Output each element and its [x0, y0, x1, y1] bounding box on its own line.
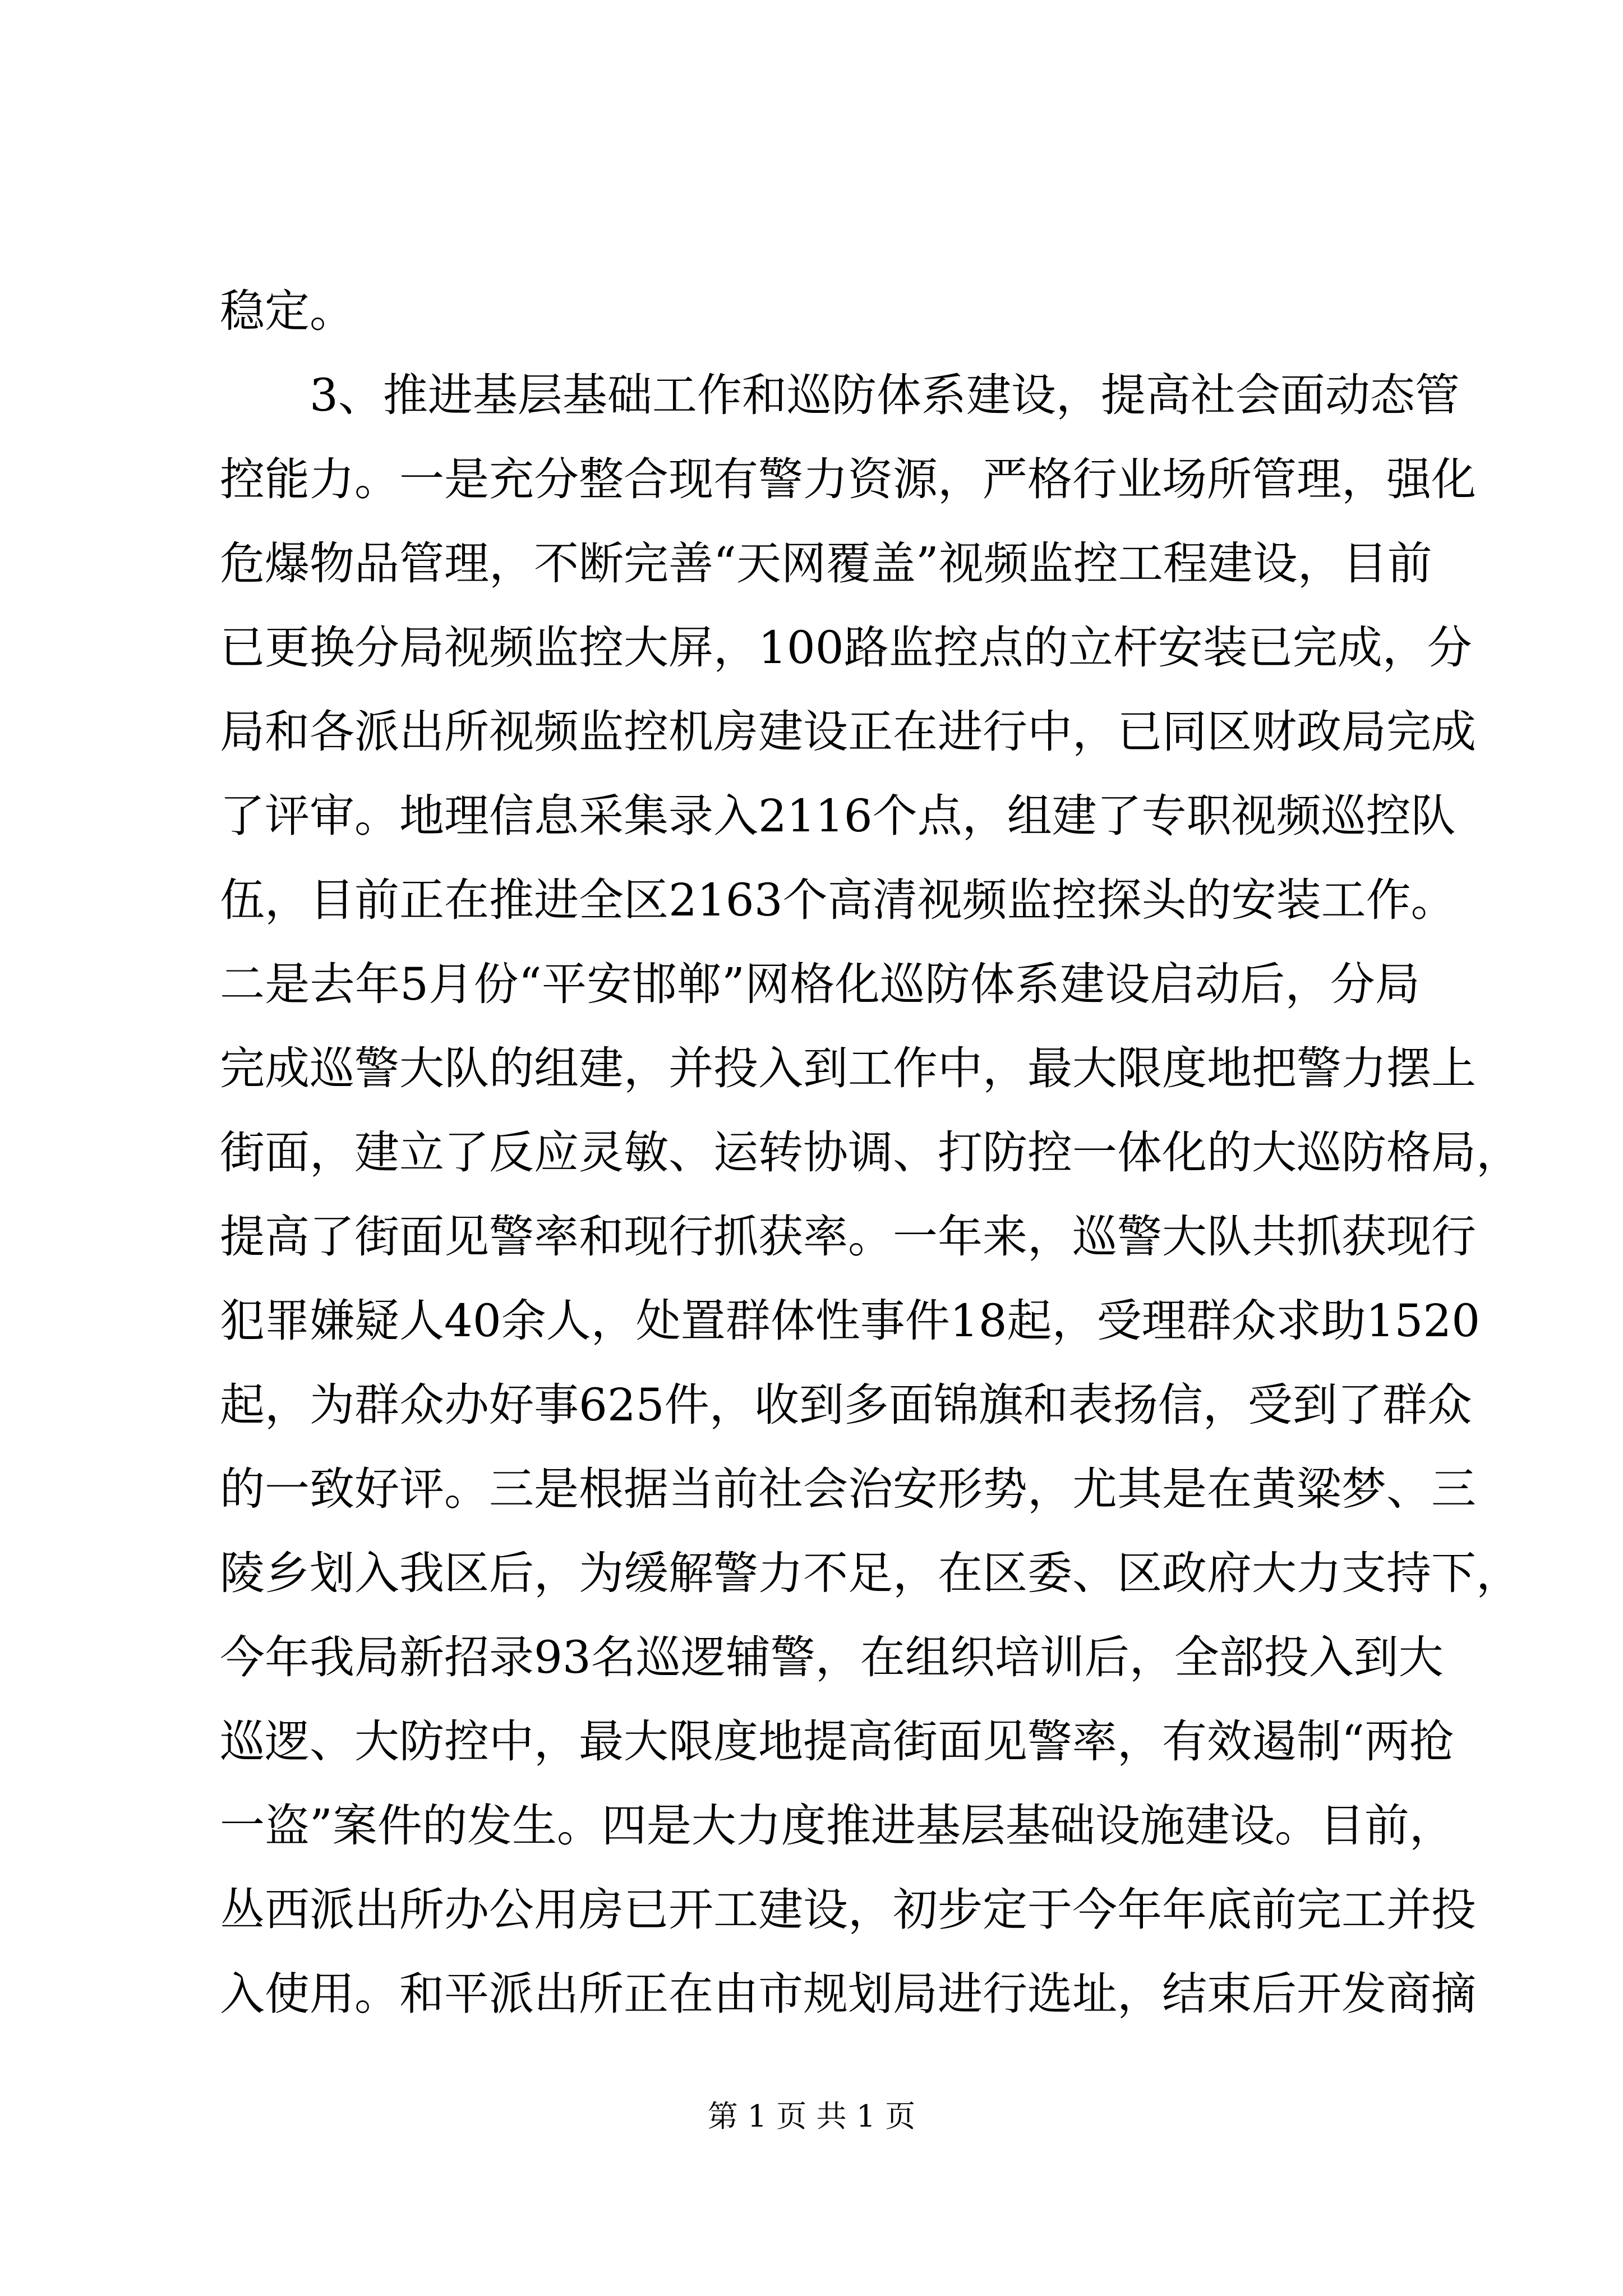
text-line: 街面，建立了反应灵敏、运转协调、打防控一体化的大巡防格局，: [220, 1126, 1521, 1179]
page-number-footer: 第 1 页 共 1 页: [707, 2099, 916, 2134]
text-line: 提高了街面见警率和现行抓获率。一年来，巡警大队共抓获现行: [220, 1211, 1476, 1263]
text-line: 伍，目前正在推进全区2163个高清视频监控探头的安装工作。: [220, 874, 1456, 926]
text-line: 陵乡划入我区后，为缓解警力不足，在区委、区政府大力支持下，: [220, 1547, 1521, 1599]
text-line: 入使用。和平派出所正在由市规划局进行选址，结束后开发商摘: [220, 1968, 1476, 2020]
text-line: 已更换分局视频监控大屏，100路监控点的立杆安装已完成，分: [220, 622, 1472, 674]
text-line: 控能力。一是充分整合现有警力资源，严格行业场所管理，强化: [220, 453, 1476, 505]
text-line: 的一致好评。三是根据当前社会治安形势，尤其是在黄粱梦、三: [220, 1463, 1476, 1515]
text-line: 巡逻、大防控中，最大限度地提高街面见警率，有效遏制“两抢: [220, 1715, 1454, 1768]
text-line: 今年我局新招录93名巡逻辅警，在组织培训后，全部投入到大: [220, 1631, 1444, 1683]
text-line: 二是去年5月份“平安邯郸”网格化巡防体系建设启动后，分局: [220, 958, 1420, 1010]
text-line: 危爆物品管理，不断完善“天网覆盖”视频监控工程建设，目前: [220, 537, 1432, 590]
text-line: 完成巡警大队的组建，并投入到工作中，最大限度地把警力摆上: [220, 1042, 1476, 1094]
text-line: 了评审。地理信息采集录入2116个点，组建了专职视频巡控队: [220, 790, 1456, 842]
text-line: 起，为群众办好事625件，收到多面锦旗和表扬信，受到了群众: [220, 1379, 1472, 1431]
text-line: 一盗”案件的发生。四是大力度推进基层基础设施建设。目前，: [220, 1800, 1454, 1852]
text-line: 犯罪嫌疑人40余人，处置群体性事件18起，受理群众求助1520: [220, 1295, 1481, 1347]
document-body: [220, 269, 1521, 2036]
text-line: 丛西派出所办公用房已开工建设，初步定于今年年底前完工并投: [220, 1884, 1476, 1936]
text-line: 局和各派出所视频监控机房建设正在进行中，已同区财政局完成: [220, 706, 1476, 758]
text-line: 稳定。: [220, 285, 354, 337]
paragraph-heading-line: 3、推进基层基础工作和巡防体系建设，提高社会面动态管: [310, 369, 1460, 421]
